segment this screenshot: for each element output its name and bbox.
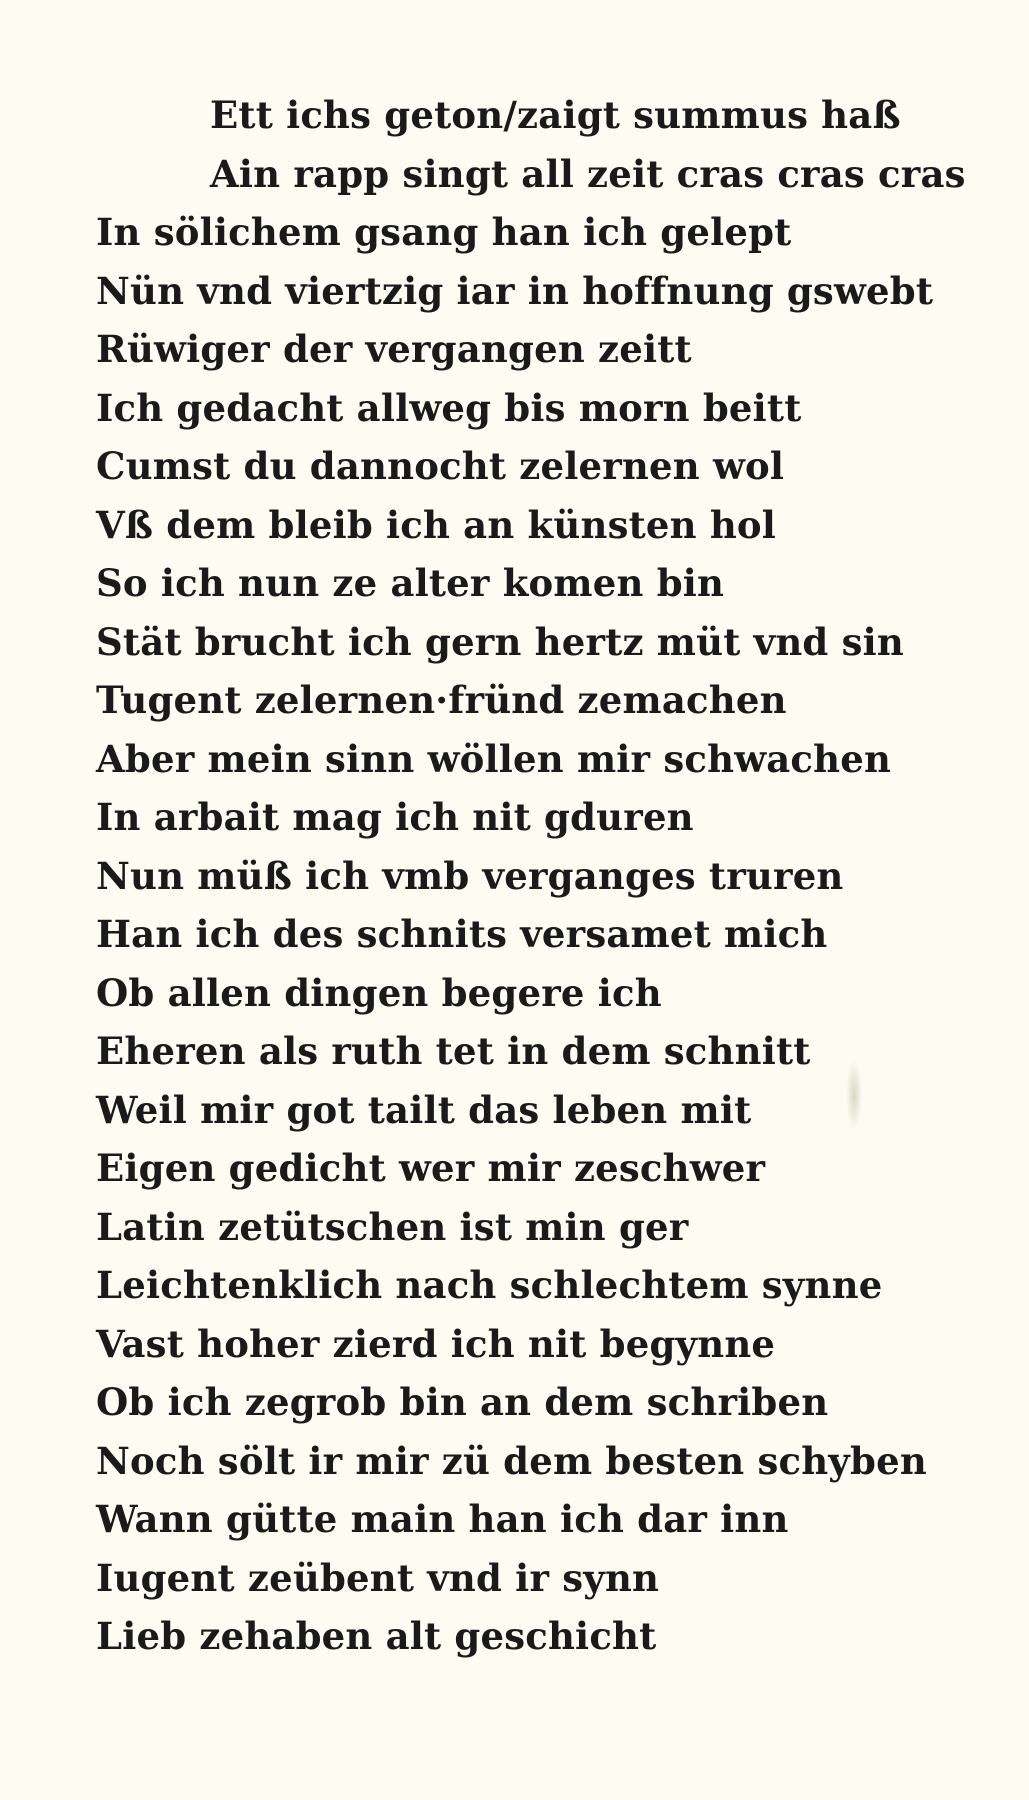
verse-line: Lieb zehaben alt geschicht	[96, 1614, 657, 1658]
verse-line: Ob allen dingen begere ich	[96, 970, 662, 1015]
verse-line: Nün vnd viertzig iar in hoffnung gswebt	[96, 268, 934, 313]
verse-line: Eheren als ruth tet in dem schnitt	[96, 1029, 811, 1073]
verse-line: Eigen gedicht wer mir zeschwer	[96, 1146, 766, 1190]
verse-line: Wann gütte main han ich dar inn	[96, 1497, 789, 1541]
verse-line: Cumst du dannocht zelernen wol	[96, 444, 785, 488]
verse-line: Nun müß ich vmb verganges truren	[96, 853, 844, 898]
verse-line: Noch sölt ir mir zü dem besten schyben	[96, 1438, 927, 1483]
verse-line: Ob ich zegrob bin an dem schriben	[96, 1380, 829, 1424]
verse-line: Stät brucht ich gern hertz müt vnd sin	[96, 619, 904, 664]
verse-line: So ich nun ze alter komen bin	[96, 561, 725, 605]
verse-line: Weil mir got tailt das leben mit	[96, 1087, 752, 1132]
verse-line: Ich gedacht allweg bis morn beitt	[96, 385, 802, 430]
verse-line: In arbait mag ich nit gduren	[96, 795, 694, 839]
verse-line: Iugent zeübent vnd ir synn	[96, 1555, 660, 1600]
verse-line: Han ich des schnits versamet mich	[96, 912, 828, 956]
verse-line: Tugent zelernen·fründ zemachen	[96, 678, 787, 722]
paper-stain	[846, 1060, 862, 1130]
verse-line: Vast hoher zierd ich nit begynne	[96, 1321, 776, 1366]
verse-line: Rüwiger der vergangen zeitt	[96, 327, 692, 371]
verse-line: Aber mein sinn wöllen mir schwachen	[96, 736, 892, 781]
verse-line: Leichtenklich nach schlechtem synne	[96, 1263, 883, 1307]
verse-line: In sölichem gsang han ich gelept	[96, 210, 792, 254]
verse-line: Vß dem bleib ich an künsten hol	[96, 502, 777, 547]
verse-text	[96, 86, 976, 1666]
verse-line: Ain rapp singt all zeit cras cras cras	[210, 151, 966, 196]
verse-line: Latin zetütschen ist min ger	[96, 1204, 689, 1249]
verse-line: Ett ichs geton/zaigt summus haß	[210, 93, 901, 137]
